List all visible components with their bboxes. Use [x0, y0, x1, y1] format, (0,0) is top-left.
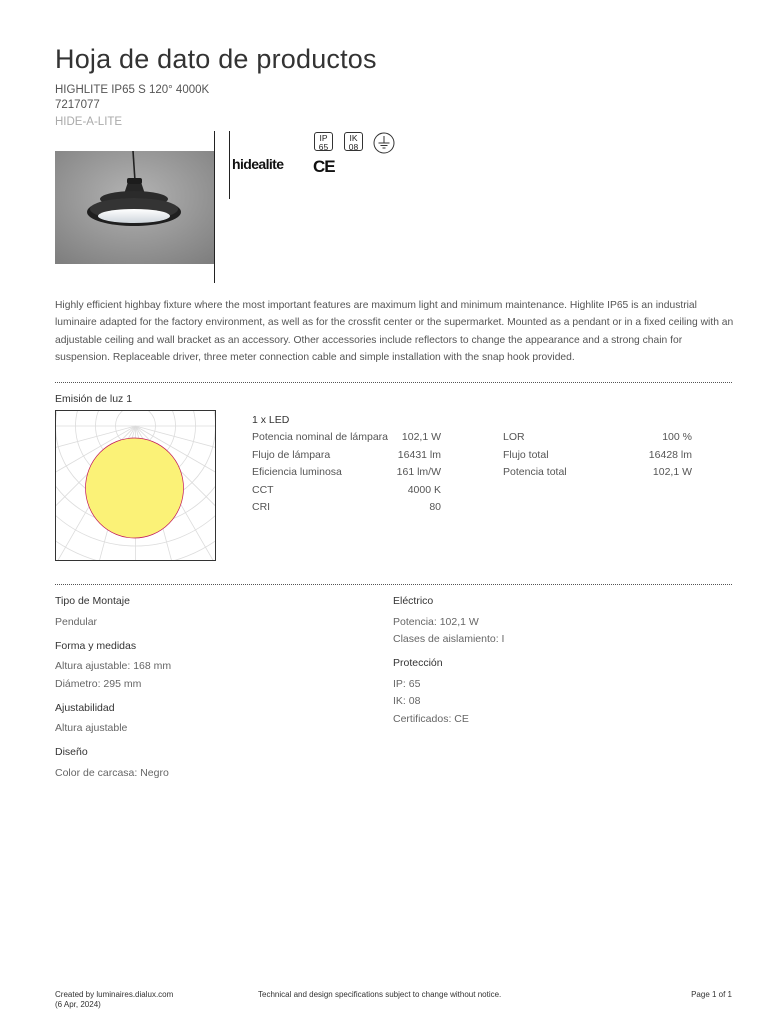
spec-label: Flujo total	[503, 448, 549, 461]
emission-heading: Emisión de luz 1	[55, 393, 133, 405]
property-value: Certificados: CE	[393, 712, 469, 725]
ik-rating-icon	[344, 132, 363, 151]
footer-created	[55, 990, 173, 1009]
protective-earth-icon	[373, 132, 395, 154]
ik-badge-label: IK	[349, 133, 358, 143]
footer-notice: Technical and design specifications subject to change without notice.	[258, 990, 502, 999]
footer-created-date: (6 Apr, 2024)	[55, 999, 101, 1009]
spec-value: 16428 lm	[648, 448, 692, 461]
property-heading: Eléctrico	[393, 595, 434, 607]
page-title: Hoja de dato de productos	[55, 44, 377, 74]
ip-badge-label: IP	[319, 133, 328, 143]
product-description: Highly efficient highbay fixture where the most important features are maximum light and minimum maintenance. Highlite IP65 is an industrial luminaire adapted for the factory environment, as well as for the crossfit center or the supermarket. Mounted as a pendant or in a fixed ceiling with an adjustable ceiling and wall bracket as an accessory. Other accessories include reflectors to change the appearance and a strong chain for suspension. Replaceable driver, three meter connection cable and simple installation with the snap hook provided.	[55, 300, 734, 363]
spec-value: 100 %	[662, 431, 692, 443]
spec-value: 80	[429, 501, 441, 513]
brand-name: HIDE-A-LITE	[55, 116, 123, 128]
spec-label: Eficiencia luminosa	[252, 466, 342, 478]
property-heading: Diseño	[55, 746, 88, 758]
ip-rating-icon	[314, 132, 333, 151]
spec-label: CCT	[252, 483, 274, 496]
property-value: Altura ajustable: 168 mm	[55, 660, 172, 672]
product-photo	[55, 151, 214, 264]
footer-created-by: Created by luminaires.dialux.com	[55, 990, 174, 999]
property-value: Color de carcasa: Negro	[55, 766, 169, 779]
spec-value: 161 lm/W	[396, 466, 441, 478]
property-value: Potencia: 102,1 W	[393, 615, 479, 628]
spec-label: Flujo de lámpara	[252, 448, 331, 461]
spec-value: 4000 K	[407, 483, 441, 496]
property-value: Pendular	[55, 615, 98, 628]
light-distribution-curve	[86, 438, 184, 538]
spec-label: Potencia nominal de lámpara	[252, 431, 388, 443]
spec-value: 102,1 W	[401, 431, 441, 443]
vertical-divider	[214, 131, 215, 283]
polar-diagram	[55, 410, 216, 561]
property-value: IP: 65	[393, 677, 421, 690]
property-heading: Ajustabilidad	[55, 701, 115, 714]
property-value: Clases de aislamiento: I	[393, 633, 505, 645]
ik-badge-value: 08	[348, 142, 359, 152]
property-value: Altura ajustable	[55, 722, 128, 734]
ce-mark-icon: CE	[313, 157, 335, 176]
article-number: 7217077	[55, 99, 100, 111]
property-heading: Forma y medidas	[55, 639, 137, 652]
spec-value: 16431 lm	[397, 448, 441, 461]
footer-page-number: Page 1 of 1	[691, 990, 732, 999]
spec-label: Potencia total	[503, 466, 567, 478]
dotted-divider	[55, 584, 732, 585]
ip-badge-value: 65	[318, 142, 329, 152]
product-name: HIGHLITE IP65 S 120° 4000K	[55, 84, 210, 96]
property-value: IK: 08	[393, 695, 421, 707]
property-heading: Protección	[393, 657, 443, 669]
led-count: 1 x LED	[252, 414, 290, 426]
spec-label: LOR	[503, 431, 525, 443]
dotted-divider	[55, 382, 732, 383]
property-value: Diámetro: 295 mm	[55, 677, 142, 690]
vertical-divider	[229, 131, 230, 199]
spec-value: 102,1 W	[652, 466, 692, 478]
property-heading: Tipo de Montaje	[55, 595, 130, 607]
brand-logo: hidealite	[232, 156, 284, 172]
spec-label: CRI	[252, 501, 271, 513]
